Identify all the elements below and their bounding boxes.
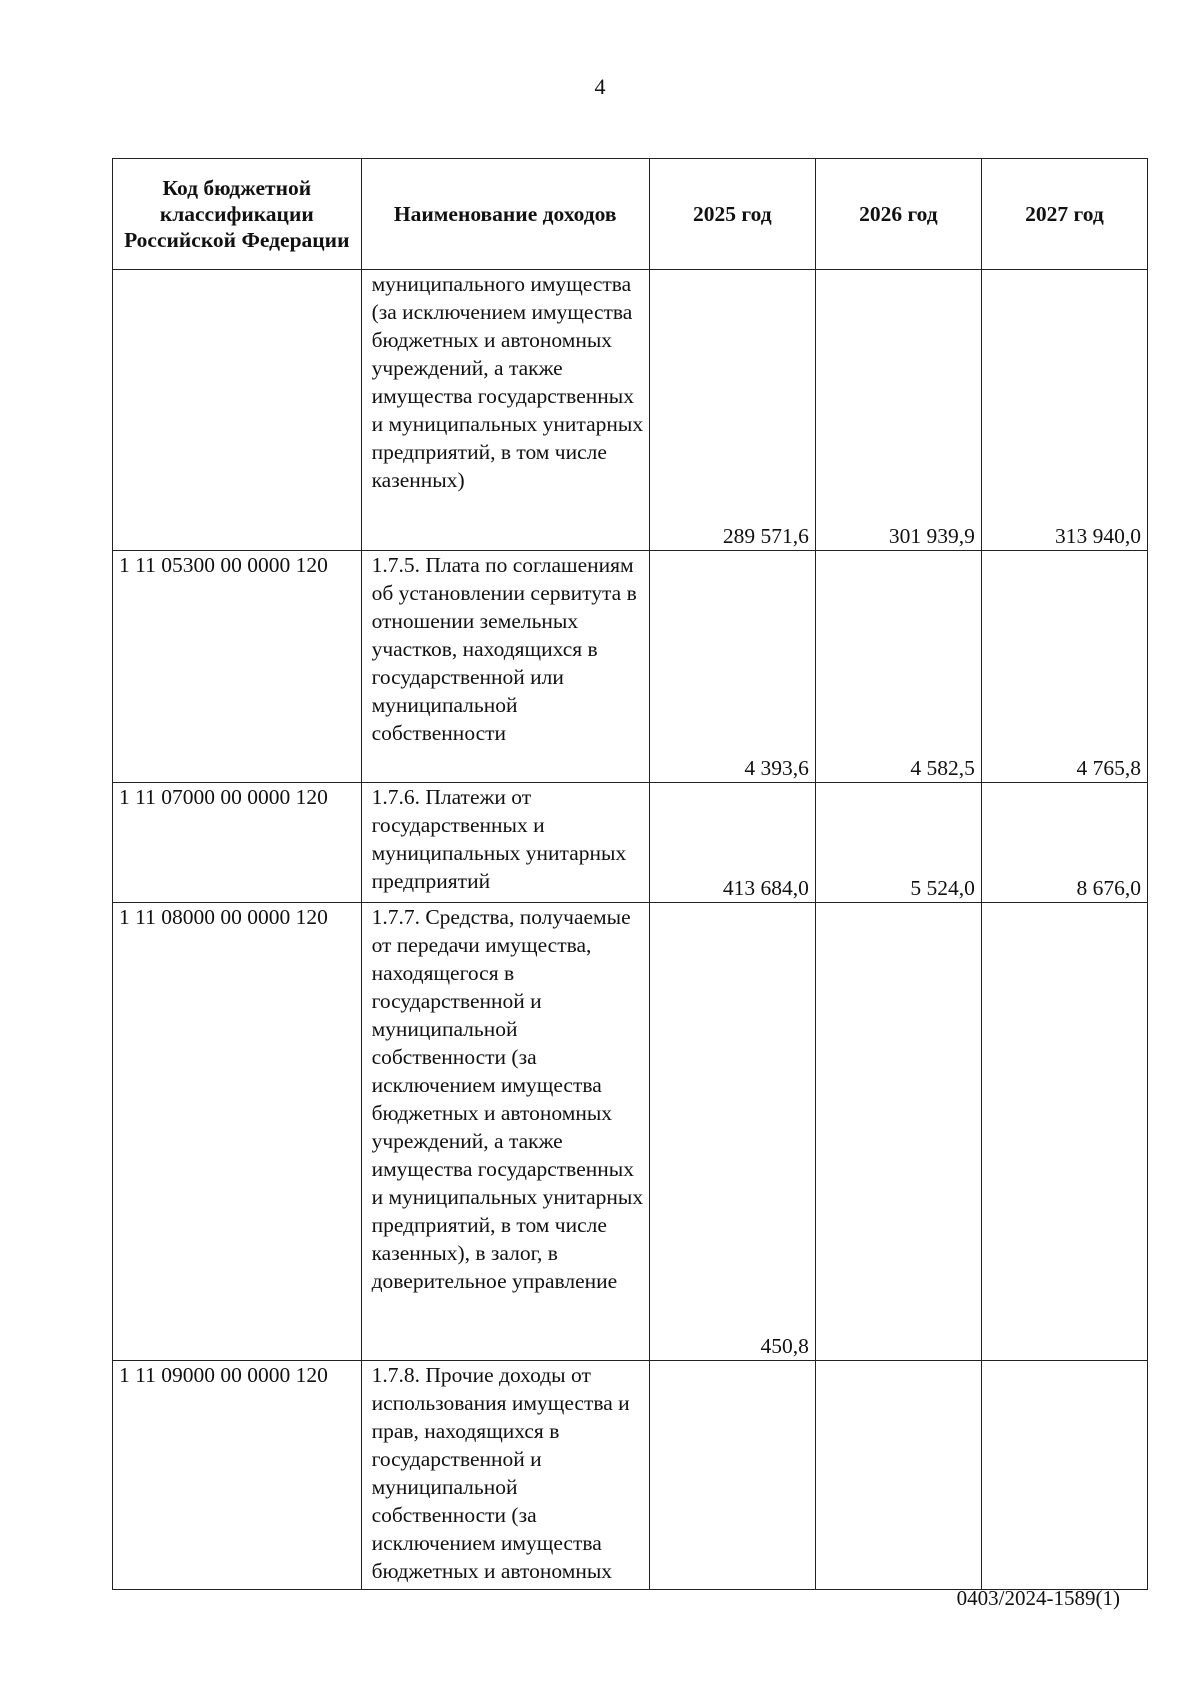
row-value-2027: 4 765,8 [981,551,1147,783]
header-code: Код бюджетной классификации Российской Федерации [113,159,362,270]
row-code: 1 11 07000 00 0000 120 [113,783,362,903]
table-row [113,903,1148,1361]
row-value-2027: 8 676,0 [981,783,1147,903]
table-row [113,783,1148,903]
row-code: 1 11 05300 00 0000 120 [113,551,362,783]
income-table [112,158,1148,1590]
row-code: 1 11 09000 00 0000 120 [113,1361,362,1590]
row-value-2026: 301 939,9 [815,270,981,551]
document-id: 0403/2024-1589(1) [956,1586,1120,1610]
row-name: 1.7.8. Прочие доходы от использования имущества и прав, находящихся в государственной и муниципальной собственности (за исключением имущества бюджетных и автономных [361,1361,649,1590]
header-2025: 2025 год [649,159,815,270]
header-name: Наименование доходов [361,159,649,270]
row-value-2027: 313 940,0 [981,270,1147,551]
row-value-2025: 413 684,0 [649,783,815,903]
table-row [113,551,1148,783]
row-name: 1.7.7. Средства, получаемые от передачи имущества, находящегося в государственной и муниципальной собственности (за исключением имущества бюджетных и автономных учреждений, а также имущества государственных и муниципальных унитарных предприятий, в том числе казенных), в залог, в доверительное управление [361,903,649,1361]
row-name: 1.7.6. Платежи от государственных и муниципальных унитарных предприятий [361,783,649,903]
header-2027: 2027 год [981,159,1147,270]
row-value-2027 [981,903,1147,1361]
table-row [113,1361,1148,1590]
page-number: 4 [594,74,606,99]
row-value-2025 [649,1361,815,1590]
row-name: муниципального имущества (за исключением имущества бюджетных и автономных учреждений, а также имущества государственных и муниципальных унитарных предприятий, в том числе казенных) [361,270,649,551]
row-value-2026: 5 524,0 [815,783,981,903]
row-value-2026 [815,1361,981,1590]
table-row [113,270,1148,551]
row-value-2025: 450,8 [649,903,815,1361]
row-value-2025: 289 571,6 [649,270,815,551]
row-value-2026 [815,903,981,1361]
row-value-2027 [981,1361,1147,1590]
row-value-2026: 4 582,5 [815,551,981,783]
header-2026: 2026 год [815,159,981,270]
row-code [113,270,362,551]
table-header-row [113,159,1148,270]
row-code: 1 11 08000 00 0000 120 [113,903,362,1361]
row-value-2025: 4 393,6 [649,551,815,783]
row-name: 1.7.5. Плата по соглашениям об установлении сервитута в отношении земельных участков, находящихся в государственной или муниципальной собственности [361,551,649,783]
